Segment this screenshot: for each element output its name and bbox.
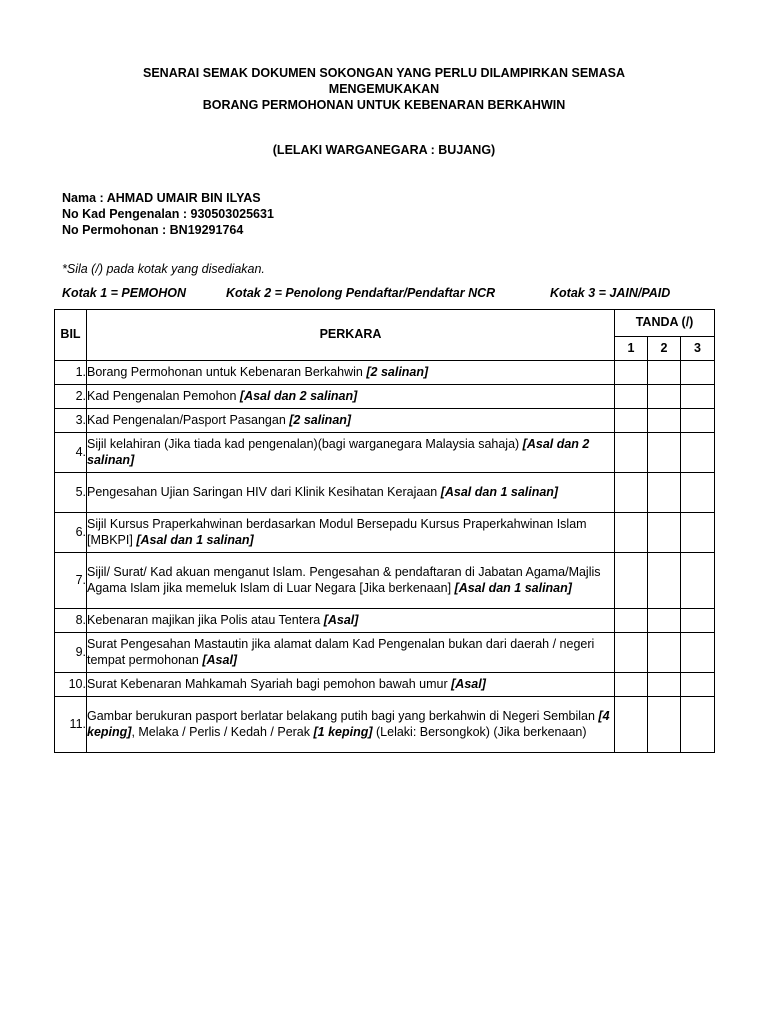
check-box-3[interactable] [681,409,715,433]
title-line-3: BORANG PERMOHONAN UNTUK KEBENARAN BERKAHWIN [202,98,566,112]
check-box-1[interactable] [615,513,648,553]
check-box-1[interactable] [615,673,648,697]
check-box-1[interactable] [615,361,648,385]
column-header-perkara: PERKARA [87,310,615,361]
row-number: 1. [55,361,87,385]
checklist-row [55,673,715,697]
row-text: Sijil/ Surat/ Kad akuan menganut Islam. Pengesahan & pendaftaran di Jabatan Agama/Majlis Agama Islam jika memeluk Islam di Luar Negara [Jika berkenaan] [87,565,601,595]
row-copies-note: [Asal dan 1 salinan] [440,484,559,499]
box-header-2: 2 [648,337,681,361]
row-description [87,609,615,633]
check-box-3[interactable] [681,697,715,753]
row-text: Kebenaran majikan jika Polis atau Tentera [87,612,324,627]
row-copies-note: [2 salinan] [366,364,429,379]
row-copies-note: [Asal dan 1 salinan] [136,532,254,547]
legend-box-3: Kotak 3 = JAIN/PAID [550,286,671,300]
check-box-2[interactable] [648,409,681,433]
row-text: Sijil kelahiran (Jika tiada kad pengenalan)(bagi warganegara Malaysia sahaja) [87,437,523,451]
checklist-row [55,385,715,409]
legend-box-1: Kotak 1 = PEMOHON [62,286,186,300]
row-text: Pengesahan Ujian Saringan HIV dari Klinik Kesihatan Kerajaan [87,484,441,499]
check-box-3[interactable] [681,385,715,409]
row-number: 5. [55,473,87,513]
check-box-2[interactable] [648,433,681,473]
checklist-row [55,409,715,433]
check-box-1[interactable] [615,633,648,673]
check-box-3[interactable] [681,361,715,385]
row-copies-note: [Asal dan 1 salinan] [454,580,572,595]
row-description [87,409,615,433]
checklist-row [55,513,715,553]
row-text: Kad Pengenalan/Pasport Pasangan [87,412,290,427]
application-number: No Permohonan : BN19291764 [62,223,244,237]
row-number: 9. [55,633,87,673]
checklist-row [55,553,715,609]
row-number: 7. [55,553,87,609]
row-copies-note: [Asal dan 2 salinan] [87,437,590,467]
title-line-1: SENARAI SEMAK DOKUMEN SOKONGAN YANG PERLU DILAMPIRKAN SEMASA [143,66,625,80]
row-copies-note: [4 keping] [87,709,610,739]
checklist-row [55,473,715,513]
row-number: 2. [55,385,87,409]
row-description [87,553,615,609]
check-box-2[interactable] [648,697,681,753]
check-box-3[interactable] [681,609,715,633]
row-number: 6. [55,513,87,553]
row-text: Sijil Kursus Praperkahwinan berdasarkan Modul Bersepadu Kursus Praperkahwinan Islam [MBKPI] [87,517,587,547]
row-copies-note: [Asal dan 2 salinan] [239,388,358,403]
check-box-1[interactable] [615,433,648,473]
check-box-3[interactable] [681,673,715,697]
row-description [87,473,615,513]
check-box-2[interactable] [648,361,681,385]
check-box-2[interactable] [648,553,681,609]
box-header-1: 1 [615,337,648,361]
document-title [60,65,708,113]
check-box-2[interactable] [648,673,681,697]
legend-box-2: Kotak 2 = Penolong Pendaftar/Pendaftar NCR [226,286,496,300]
box-header-3: 3 [681,337,715,361]
applicant-category: (LELAKI WARGANEGARA : BUJANG) [272,143,496,157]
row-copies-note: [Asal] [202,652,238,667]
check-box-1[interactable] [615,385,648,409]
row-text-end: (Lelaki: Bersongkok) (Jika berkenaan) [372,724,587,739]
check-box-2[interactable] [648,473,681,513]
check-box-2[interactable] [648,633,681,673]
row-text: Borang Permohonan untuk Kebenaran Berkahwin [87,364,367,379]
check-box-1[interactable] [615,609,648,633]
row-number: 4. [55,433,87,473]
check-box-1[interactable] [615,409,648,433]
row-description [87,385,615,409]
row-text-continued: , Melaka / Perlis / Kedah / Perak [131,724,314,739]
row-copies-note-2: [1 keping] [313,724,373,739]
checklist-row [55,433,715,473]
checklist-row [55,633,715,673]
row-text: Gambar berukuran pasport berlatar belakang putih bagi yang berkahwin di Negeri Sembilan [87,709,599,723]
row-text: Surat Pengesahan Mastautin jika alamat dalam Kad Pengenalan bukan dari daerah / negeri tempat permohonan [87,637,595,667]
box-legend [62,286,670,300]
row-number: 10. [55,673,87,697]
row-copies-note: [2 salinan] [289,412,352,427]
document-checklist-table [54,309,715,753]
column-header-tanda: TANDA (/) [615,310,715,337]
check-box-1[interactable] [615,553,648,609]
instruction-text: *Sila (/) pada kotak yang disediakan. [62,262,265,276]
applicant-info [62,190,274,238]
row-description [87,513,615,553]
checklist-row [55,361,715,385]
check-box-3[interactable] [681,633,715,673]
row-description [87,361,615,385]
row-copies-note: [Asal] [451,676,486,691]
row-text: Surat Kebenaran Mahkamah Syariah bagi pemohon bawah umur [87,676,452,691]
check-box-3[interactable] [681,553,715,609]
checklist-body [55,361,715,753]
check-box-3[interactable] [681,473,715,513]
check-box-2[interactable] [648,385,681,409]
checklist-row [55,609,715,633]
checklist-row [55,697,715,753]
row-number: 3. [55,409,87,433]
check-box-2[interactable] [648,513,681,553]
row-text: Kad Pengenalan Pemohon [87,388,240,403]
row-description [87,433,615,473]
check-box-2[interactable] [648,609,681,633]
column-header-bil: BIL [55,310,87,361]
check-box-3[interactable] [681,433,715,473]
check-box-1[interactable] [615,473,648,513]
row-description [87,633,615,673]
row-description [87,697,615,753]
applicant-name: Nama : AHMAD UMAIR BIN ILYAS [62,191,261,205]
applicant-ic: No Kad Pengenalan : 930503025631 [62,207,274,221]
title-line-2: MENGEMUKAKAN [328,82,440,96]
row-description [87,673,615,697]
check-box-1[interactable] [615,697,648,753]
check-box-3[interactable] [681,513,715,553]
row-number: 8. [55,609,87,633]
row-copies-note: [Asal] [323,612,359,627]
row-number: 11. [55,697,87,753]
